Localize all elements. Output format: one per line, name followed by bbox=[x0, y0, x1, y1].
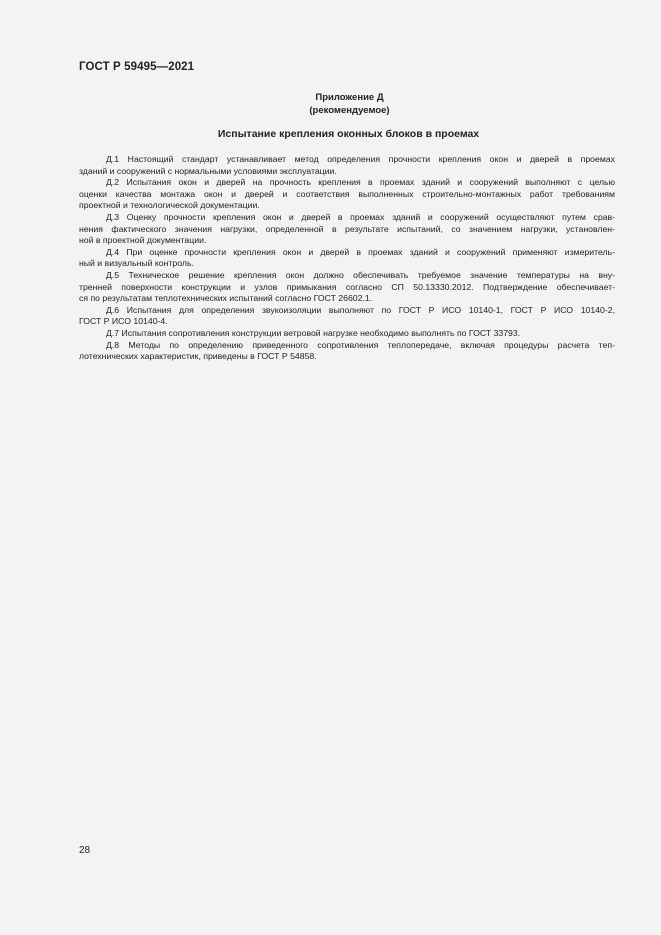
paragraph-line: Д.2 Испытания окон и дверей на прочность крепления в проемах зданий и сооружений выполняют с целью bbox=[106, 177, 615, 188]
page-number: 28 bbox=[79, 845, 91, 856]
standard-designation: ГОСТ Р 59495—2021 bbox=[79, 61, 195, 73]
paragraph-line: Д.8 Методы по определению приведенного сопротивления теплопередаче, включая процедуры расчета теп- bbox=[106, 339, 615, 350]
section-title: Испытание крепления оконных блоков в проемах bbox=[217, 128, 480, 140]
paragraph-line: Д.3 Оценку прочности крепления окон и дверей в проемах зданий и сооружений осуществляют путем срав- bbox=[106, 211, 615, 222]
body-text bbox=[79, 154, 615, 363]
annex-heading bbox=[0, 91, 661, 117]
paragraph-line: ный и визуальный контроль. bbox=[79, 258, 194, 269]
paragraph-line: Д.6 Испытания для определения звукоизоляции выполняют по ГОСТ Р ИСО 10140-1, ГОСТ Р ИСО 10140-2, bbox=[106, 304, 615, 315]
paragraph-line: Д.7 Испытания сопротивления конструкции ветровой нагрузке необходимо выполнять по ГОСТ 33793. bbox=[106, 327, 521, 338]
paragraph-line: лотехнических характеристик, приведены в ГОСТ Р 54858. bbox=[79, 351, 317, 362]
annex-status: (рекомендуемое) bbox=[309, 105, 390, 116]
paragraph-line: оценки качества монтажа окон и дверей и соответствия выполненных строительно-монтажных работ требованиям bbox=[79, 188, 615, 199]
paragraph-line: Д.4 При оценке прочности крепления окон и дверей в проемах зданий и сооружений применяют измеритель- bbox=[106, 246, 615, 257]
paragraph-line: проектной и технологической документации. bbox=[79, 200, 260, 211]
paragraph-line: Д.1 Настоящий стандарт устанавливает метод определения прочности крепления окон и дверей в проемах bbox=[106, 154, 615, 164]
annex-name: Приложение Д bbox=[315, 92, 384, 103]
paragraph-line: ся по результатам теплотехнических испытаний согласно ГОСТ 26602.1. bbox=[79, 293, 373, 304]
paragraph-line: нения фактического значения нагрузки, определенной в результате испытаний, со значением нагрузки, установлен- bbox=[79, 223, 615, 234]
paragraph-line: Д.5 Техническое решение крепления окон должно обеспечивать требуемое значение температуры на вну- bbox=[106, 269, 615, 280]
paragraph-line: тренней поверхности конструкции и узлов примыкания согласно СП 50.13330.2012. Подтверждение обеспечивает- bbox=[79, 281, 615, 292]
paragraph-line: зданий и сооружений с нормальными условиями эксплуатации. bbox=[79, 165, 337, 176]
paragraph-line: ной в проектной документации. bbox=[79, 235, 207, 246]
paragraph-line: ГОСТ Р ИСО 10140-4. bbox=[79, 316, 168, 327]
